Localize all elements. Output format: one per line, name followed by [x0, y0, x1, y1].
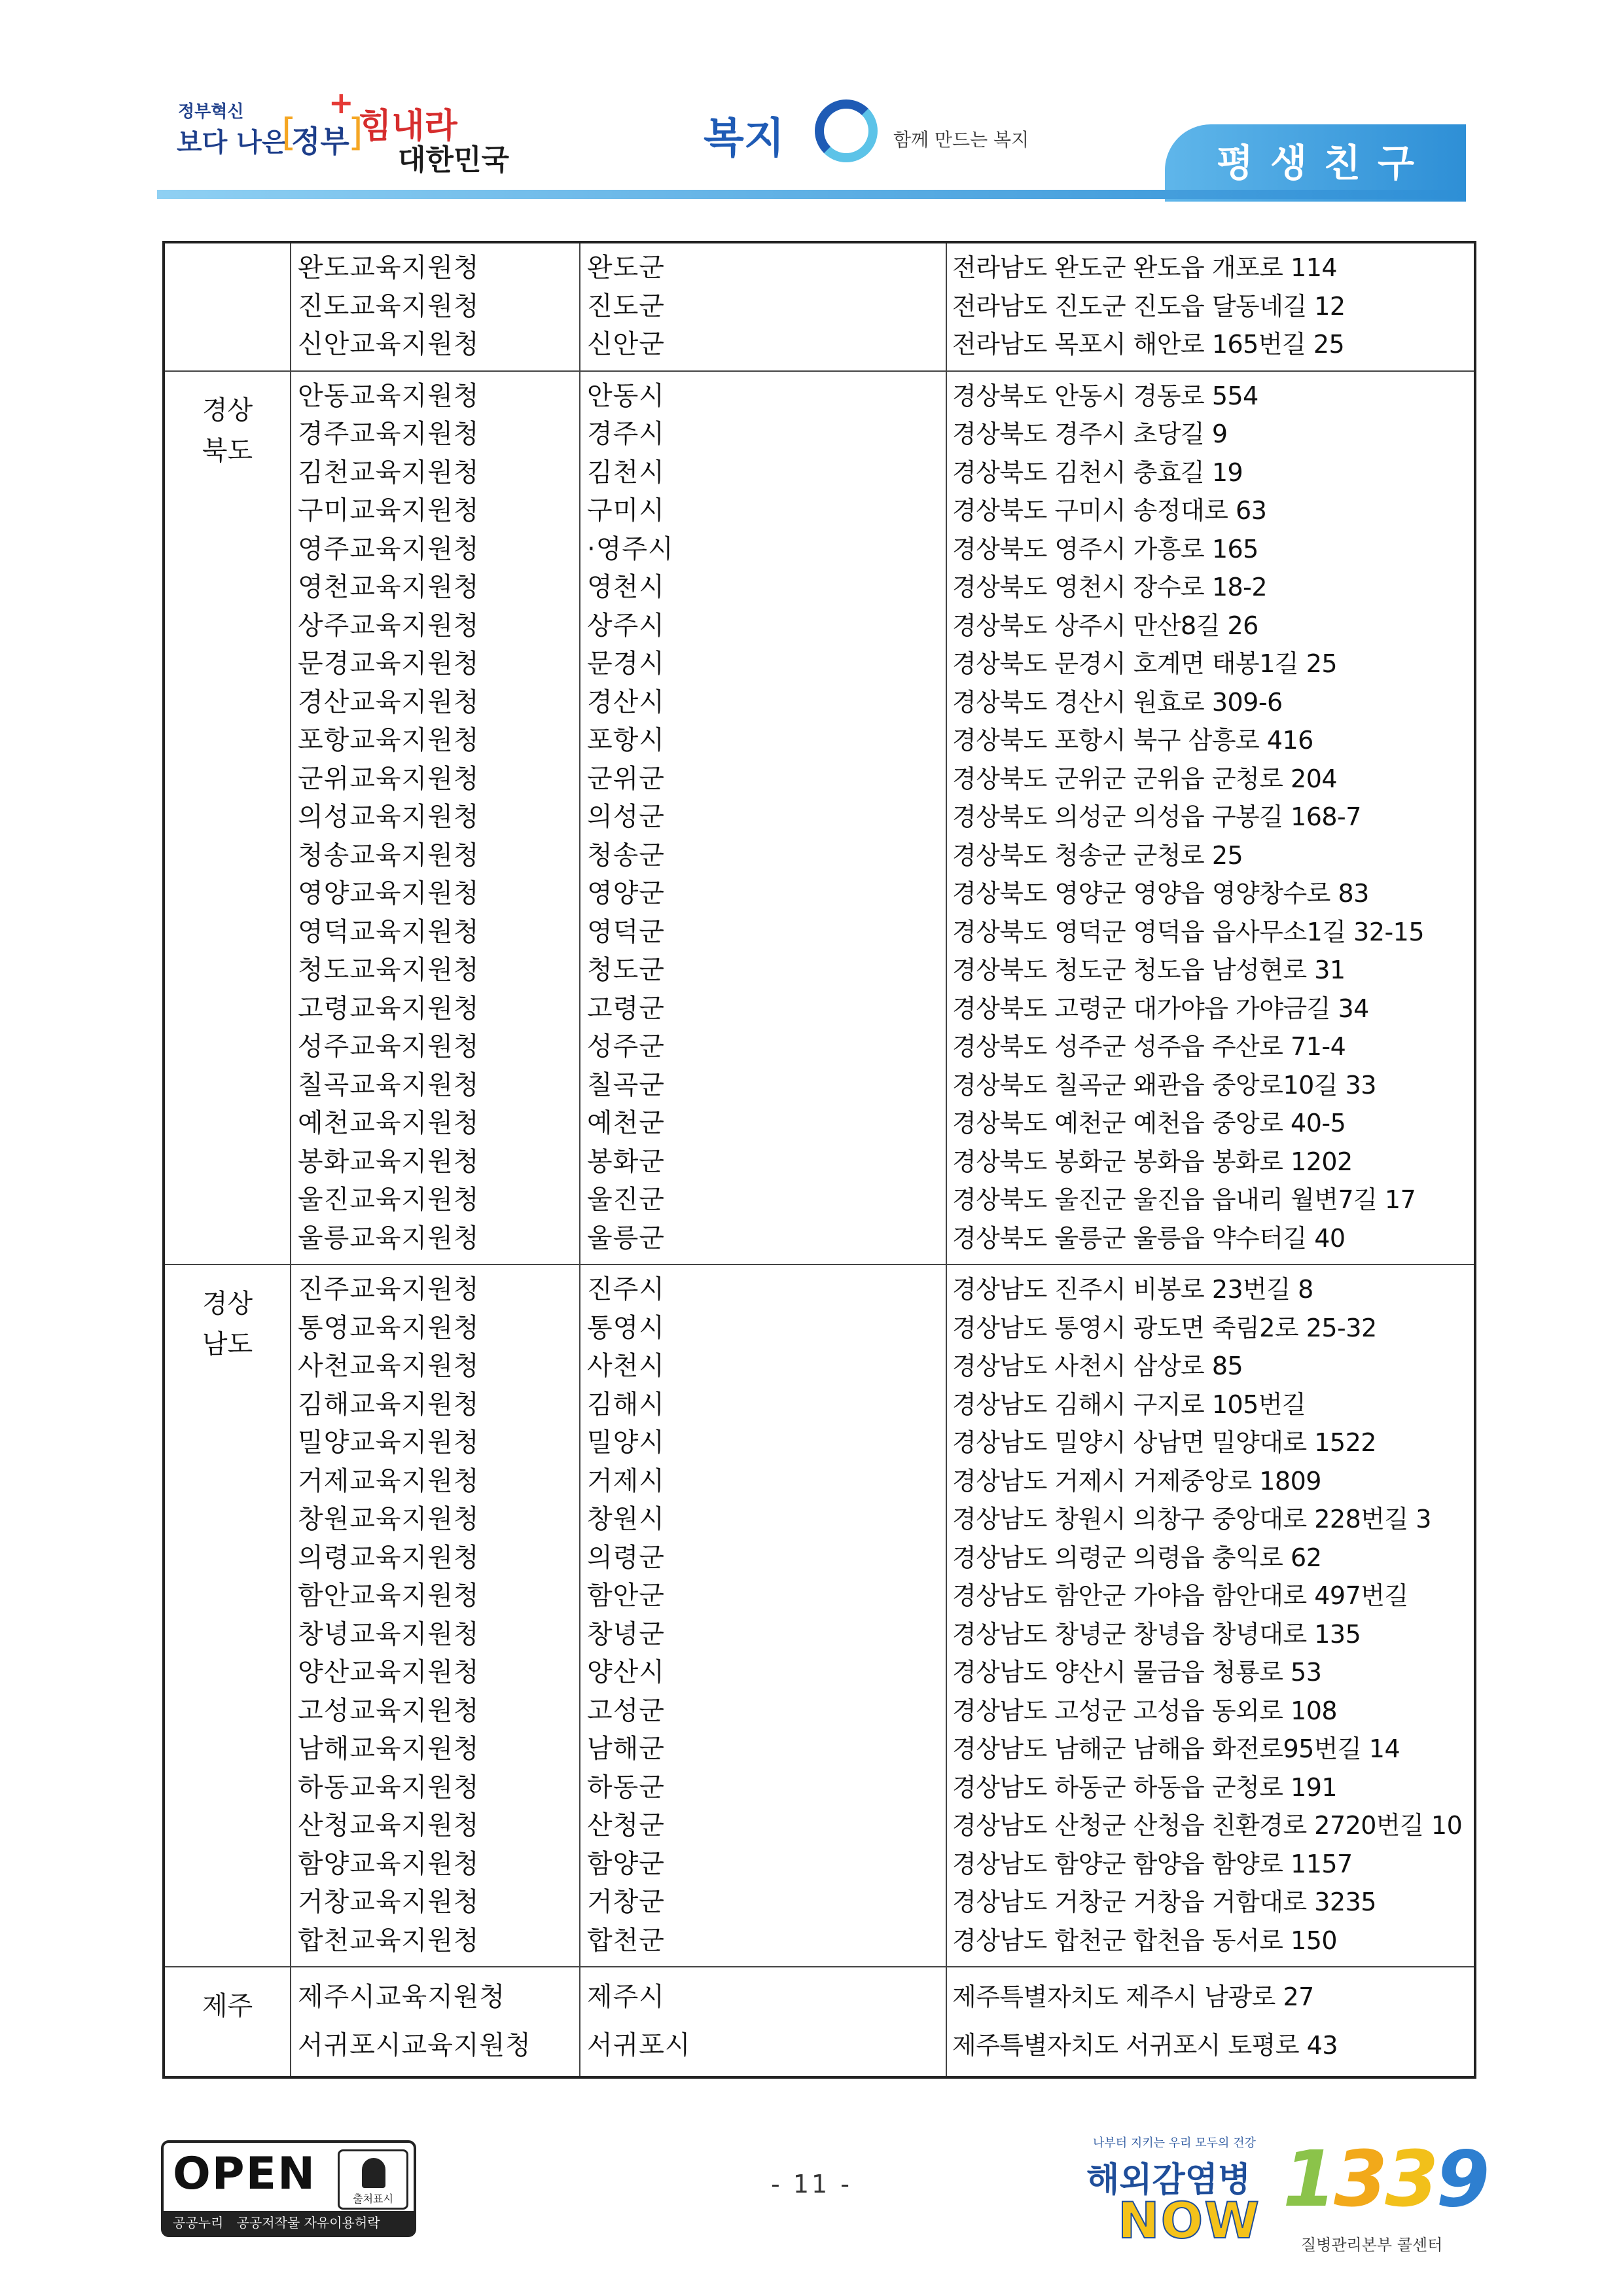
city-name: 포항시 — [587, 725, 665, 755]
city-name: 하동군 — [587, 1772, 665, 1803]
city-name: 영덕군 — [587, 916, 665, 947]
region-cell: 제주 — [164, 1967, 291, 2077]
city-name-column-cell — [580, 242, 946, 371]
person-icon — [362, 2158, 385, 2188]
office-name: 영양교육지원청 — [298, 878, 480, 908]
region-cell: 경상 북도 — [164, 371, 291, 1265]
city-name: ·영주시 — [587, 533, 674, 564]
city-name: 예천군 — [587, 1108, 665, 1138]
region-group-row — [164, 371, 1475, 1265]
bracket-right-icon: ] — [348, 110, 363, 154]
city-name: 안동시 — [587, 380, 665, 411]
office-name: 진주교육지원청 — [298, 1274, 480, 1304]
office-name-list — [291, 1967, 579, 2076]
office-name-list — [291, 1265, 579, 1966]
now-tagline: 나부터 지키는 우리 모두의 건강 — [1093, 2136, 1256, 2150]
city-name-column-cell — [580, 1967, 946, 2077]
office-address: 경상남도 거제시 거제중앙로 1809 — [952, 1466, 1321, 1496]
office-name: 울릉교육지원청 — [298, 1223, 480, 1253]
city-name: 경주시 — [587, 419, 665, 449]
city-name: 완도군 — [587, 253, 665, 283]
office-address: 전라남도 진도군 진도읍 달동네길 12 — [952, 291, 1346, 321]
office-address: 경상북도 고령군 대가야읍 가야금길 34 — [952, 994, 1369, 1023]
office-name: 영천교육지원청 — [298, 572, 480, 602]
city-name: 밀양시 — [587, 1427, 665, 1458]
office-name: 밀양교육지원청 — [298, 1427, 480, 1458]
city-name: 합천군 — [587, 1925, 665, 1956]
city-name: 영양군 — [587, 878, 665, 908]
city-name: 신안군 — [587, 329, 665, 359]
office-name: 제주시교육지원청 — [298, 1982, 506, 2012]
office-name: 포항교육지원청 — [298, 725, 480, 755]
office-address: 경상북도 의성군 의성읍 구봉길 168-7 — [952, 802, 1361, 831]
office-address-column-cell — [946, 1967, 1475, 2077]
plus-icon: + — [329, 85, 354, 120]
office-address: 경상북도 영덕군 영덕읍 읍사무소1길 32-15 — [952, 917, 1425, 946]
office-address: 경상남도 밀양시 상남면 밀양대로 1522 — [952, 1428, 1376, 1457]
office-name: 김해교육지원청 — [298, 1389, 480, 1420]
gov-logo-big-text: 보다 나은 — [177, 128, 287, 158]
office-name: 창원교육지원청 — [298, 1504, 480, 1534]
office-name: 사천교육지원청 — [298, 1351, 480, 1381]
office-address-list — [947, 1967, 1474, 2076]
office-name: 서귀포시교육지원청 — [298, 2030, 531, 2060]
office-address: 경상북도 경주시 초당길 9 — [952, 420, 1228, 448]
office-name: 청송교육지원청 — [298, 840, 480, 870]
city-name: 고성군 — [587, 1695, 665, 1726]
office-name: 신안교육지원청 — [298, 329, 480, 359]
bracket-left-icon: [ — [281, 110, 296, 154]
license-name: 공공누리 — [173, 2215, 224, 2231]
office-address: 경상북도 구미시 송정대로 63 — [952, 496, 1267, 525]
office-address: 경상북도 안동시 경동로 554 — [952, 381, 1258, 410]
region-group-row — [164, 1967, 1475, 2077]
office-address: 경상북도 영천시 장수로 18-2 — [952, 573, 1268, 601]
city-name: 창녕군 — [587, 1619, 665, 1649]
city-name-list — [580, 243, 946, 370]
city-name: 의성군 — [587, 802, 665, 832]
office-address: 경상북도 칠곡군 왜관읍 중앙로10길 33 — [952, 1070, 1376, 1100]
office-name: 의성교육지원청 — [298, 802, 480, 832]
license-strip — [164, 2211, 414, 2234]
office-name: 창녕교육지원청 — [298, 1619, 480, 1649]
korea-logo-line2: 대한민국 — [398, 143, 510, 177]
office-name: 안동교육지원청 — [298, 380, 480, 411]
office-address: 경상북도 봉화군 봉화읍 봉화로 1202 — [952, 1147, 1353, 1176]
office-address: 제주특별자치도 제주시 남광로 27 — [952, 1982, 1314, 2011]
hotline-digit-1: 1 — [1283, 2134, 1334, 2224]
office-name: 의령교육지원청 — [298, 1542, 480, 1573]
city-name: 거창군 — [587, 1887, 665, 1917]
header-divider — [157, 190, 1466, 199]
office-address-list — [947, 372, 1474, 1265]
city-name: 함안군 — [587, 1581, 665, 1611]
bokji-slogan: 함께 만드는 복지 — [893, 129, 1029, 151]
region-cell — [164, 242, 291, 371]
office-address: 경상남도 김해시 구지로 105번길 — [952, 1390, 1306, 1419]
office-address: 경상남도 남해군 남해읍 화전로95번길 14 — [952, 1734, 1400, 1763]
page-footer — [0, 2121, 1623, 2296]
city-name: 진도군 — [587, 291, 665, 321]
office-address: 경상남도 고성군 고성읍 동외로 108 — [952, 1696, 1338, 1725]
city-name: 봉화군 — [587, 1146, 665, 1177]
city-name: 울릉군 — [587, 1223, 665, 1253]
city-name: 통영시 — [587, 1312, 665, 1343]
city-name: 구미시 — [587, 495, 665, 526]
office-address: 경상북도 예천군 예천읍 중앙로 40-5 — [952, 1109, 1346, 1138]
office-name: 산청교육지원청 — [298, 1810, 480, 1840]
city-name: 상주시 — [587, 610, 665, 641]
office-name: 남해교육지원청 — [298, 1734, 480, 1764]
office-name: 김천교육지원청 — [298, 457, 480, 488]
office-address: 경상남도 산청군 산청읍 친환경로 2720번길 10 — [952, 1811, 1463, 1840]
office-address-column-cell — [946, 1265, 1475, 1967]
office-address: 경상남도 통영시 광도면 죽림2로 25-32 — [952, 1313, 1377, 1342]
gov-logo-highlight-text: 정부 — [291, 124, 349, 159]
office-address: 경상남도 사천시 삼상로 85 — [952, 1352, 1243, 1380]
office-name: 진도교육지원청 — [298, 291, 480, 321]
page-number: - 11 - — [771, 2170, 852, 2198]
office-name: 경산교육지원청 — [298, 687, 480, 717]
office-name: 울진교육지원청 — [298, 1185, 480, 1215]
now-title: 해외감염병 — [1086, 2161, 1251, 2200]
office-address: 경상남도 창원시 의창구 중앙대로 228번길 3 — [952, 1505, 1431, 1534]
office-address: 경상북도 울릉군 울릉읍 약수터길 40 — [952, 1223, 1346, 1253]
office-table-container — [162, 241, 1474, 2079]
now-subtitle: NOW — [1118, 2191, 1261, 2250]
education-office-table — [162, 241, 1476, 2079]
office-name: 문경교육지원청 — [298, 649, 480, 679]
office-address: 경상남도 진주시 비봉로 23번길 8 — [952, 1275, 1313, 1304]
office-name: 구미교육지원청 — [298, 495, 480, 526]
office-name: 고성교육지원청 — [298, 1695, 480, 1726]
kcdc-1339-logo — [1283, 2134, 1488, 2271]
open-label: OPEN — [173, 2148, 317, 2200]
city-name: 산청군 — [587, 1810, 665, 1840]
office-name: 고령교육지원청 — [298, 993, 480, 1024]
office-name-list — [291, 243, 579, 370]
city-name-column-cell — [580, 371, 946, 1265]
office-address: 경상북도 문경시 호계면 태봉1길 25 — [952, 649, 1338, 678]
office-name: 합천교육지원청 — [298, 1925, 480, 1956]
city-name-list — [580, 372, 946, 1265]
office-address: 경상북도 영양군 영양읍 영양창수로 83 — [952, 879, 1369, 908]
office-address: 경상북도 김천시 충효길 19 — [952, 457, 1243, 487]
bokji-logo-word: 복지 — [704, 115, 785, 163]
city-name: 창원시 — [587, 1504, 665, 1534]
office-address: 경상북도 청송군 군청로 25 — [952, 840, 1243, 870]
office-address: 경상남도 함안군 가야읍 함안대로 497번길 — [952, 1581, 1408, 1610]
city-name-column-cell — [580, 1265, 946, 1967]
attribution-badge — [338, 2149, 408, 2210]
office-name: 칠곡교육지원청 — [298, 1069, 480, 1100]
city-name: 청송군 — [587, 840, 665, 870]
office-address-column-cell — [946, 371, 1475, 1265]
hotline-digit-3: 3 — [1385, 2134, 1436, 2224]
city-name: 칠곡군 — [587, 1069, 665, 1100]
city-name: 군위군 — [587, 763, 665, 794]
office-name: 예천교육지원청 — [298, 1108, 480, 1138]
overseas-infection-now-logo — [1073, 2134, 1263, 2258]
office-name: 통영교육지원청 — [298, 1312, 480, 1343]
city-name: 김천시 — [587, 457, 665, 488]
office-address: 전라남도 완도군 완도읍 개포로 114 — [952, 253, 1338, 282]
hotline-caption: 질병관리본부 콜센터 — [1301, 2236, 1443, 2254]
office-name: 청도교육지원청 — [298, 955, 480, 985]
office-name: 영주교육지원청 — [298, 533, 480, 564]
office-name-column-cell — [291, 1967, 580, 2077]
office-address: 경상북도 영주시 가흥로 165 — [952, 534, 1258, 564]
office-address: 경상남도 하동군 하동읍 군청로 191 — [952, 1772, 1338, 1802]
kogl-open-license — [161, 2140, 416, 2237]
office-name: 봉화교육지원청 — [298, 1146, 480, 1177]
office-name: 함안교육지원청 — [298, 1581, 480, 1611]
office-address: 경상남도 창녕군 창녕읍 창녕대로 135 — [952, 1619, 1361, 1649]
city-name-list — [580, 1265, 946, 1966]
office-address: 경상남도 의령군 의령읍 충익로 62 — [952, 1543, 1322, 1572]
city-name: 김해시 — [587, 1389, 665, 1420]
office-name-list — [291, 372, 579, 1265]
city-name: 의령군 — [587, 1542, 665, 1573]
office-name-column-cell — [291, 242, 580, 371]
city-name: 울진군 — [587, 1185, 665, 1215]
city-name: 성주군 — [587, 1031, 665, 1062]
cheer-korea-logo — [359, 98, 510, 177]
office-name-column-cell — [291, 1265, 580, 1967]
office-address-list — [947, 243, 1474, 370]
city-name: 고령군 — [587, 993, 665, 1024]
city-name: 거제시 — [587, 1465, 665, 1496]
region-group-row — [164, 1265, 1475, 1967]
ribbon-title: 평생친구 — [1216, 141, 1432, 185]
office-name: 완도교육지원청 — [298, 253, 480, 283]
city-name: 진주시 — [587, 1274, 665, 1304]
hotline-number — [1283, 2134, 1487, 2224]
page-header — [0, 0, 1623, 209]
office-name: 군위교육지원청 — [298, 763, 480, 794]
office-address: 경상북도 포항시 북구 삼흥로 416 — [952, 726, 1313, 755]
city-name-list — [580, 1967, 946, 2076]
office-name: 거창교육지원청 — [298, 1887, 480, 1917]
office-name: 영덕교육지원청 — [298, 916, 480, 947]
city-name: 영천시 — [587, 572, 665, 602]
office-name: 양산교육지원청 — [298, 1657, 480, 1687]
city-name: 사천시 — [587, 1351, 665, 1381]
office-address: 경상남도 거창군 거창읍 거함대로 3235 — [952, 1888, 1376, 1916]
office-address: 경상남도 함양군 함양읍 함양로 1157 — [952, 1849, 1353, 1878]
office-address-list — [947, 1265, 1474, 1966]
office-name: 경주교육지원청 — [298, 419, 480, 449]
office-name: 상주교육지원청 — [298, 610, 480, 641]
office-name-column-cell — [291, 371, 580, 1265]
badge-caption: 출처표시 — [353, 2193, 393, 2205]
office-address: 경상북도 성주군 성주읍 주산로 71-4 — [952, 1032, 1346, 1061]
office-address: 제주특별자치도 서귀포시 토평로 43 — [952, 2031, 1338, 2060]
city-name: 경산시 — [587, 687, 665, 717]
city-name: 남해군 — [587, 1734, 665, 1764]
region-group-row — [164, 242, 1475, 371]
city-name: 함양군 — [587, 1848, 665, 1879]
office-address: 경상북도 청도군 청도읍 남성현로 31 — [952, 956, 1346, 984]
hotline-digit-2: 3 — [1334, 2134, 1385, 2224]
hotline-digit-4: 9 — [1436, 2134, 1488, 2224]
city-name: 청도군 — [587, 955, 665, 985]
office-address: 경상북도 상주시 만산8길 26 — [952, 611, 1258, 640]
office-address: 경상북도 경산시 원효로 309-6 — [952, 687, 1283, 717]
korea-logo-line1: 힘내라 — [359, 106, 457, 146]
office-address: 경상북도 군위군 군위읍 군청로 204 — [952, 764, 1338, 793]
city-name: 문경시 — [587, 649, 665, 679]
office-address: 경상남도 합천군 합천읍 동서로 150 — [952, 1926, 1338, 1955]
office-address: 경상남도 양산시 물금읍 청룡로 53 — [952, 1658, 1322, 1687]
office-address: 전라남도 목포시 해안로 165번길 25 — [952, 330, 1345, 359]
office-address-column-cell — [946, 242, 1475, 371]
office-name: 하동교육지원청 — [298, 1772, 480, 1803]
bokji-swoosh-icon — [815, 99, 878, 162]
office-address: 경상북도 울진군 울진읍 읍내리 월변7길 17 — [952, 1185, 1416, 1214]
city-name: 양산시 — [587, 1657, 665, 1687]
city-name: 제주시 — [587, 1982, 665, 2012]
license-desc: 공공저작물 자유이용허락 — [236, 2215, 380, 2231]
region-cell: 경상 남도 — [164, 1265, 291, 1967]
office-name: 거제교육지원청 — [298, 1465, 480, 1496]
gov-logo-small-text: 정부혁신 — [178, 102, 244, 122]
office-name: 함양교육지원청 — [298, 1848, 480, 1879]
city-name: 서귀포시 — [587, 2030, 691, 2060]
office-name: 성주교육지원청 — [298, 1031, 480, 1062]
